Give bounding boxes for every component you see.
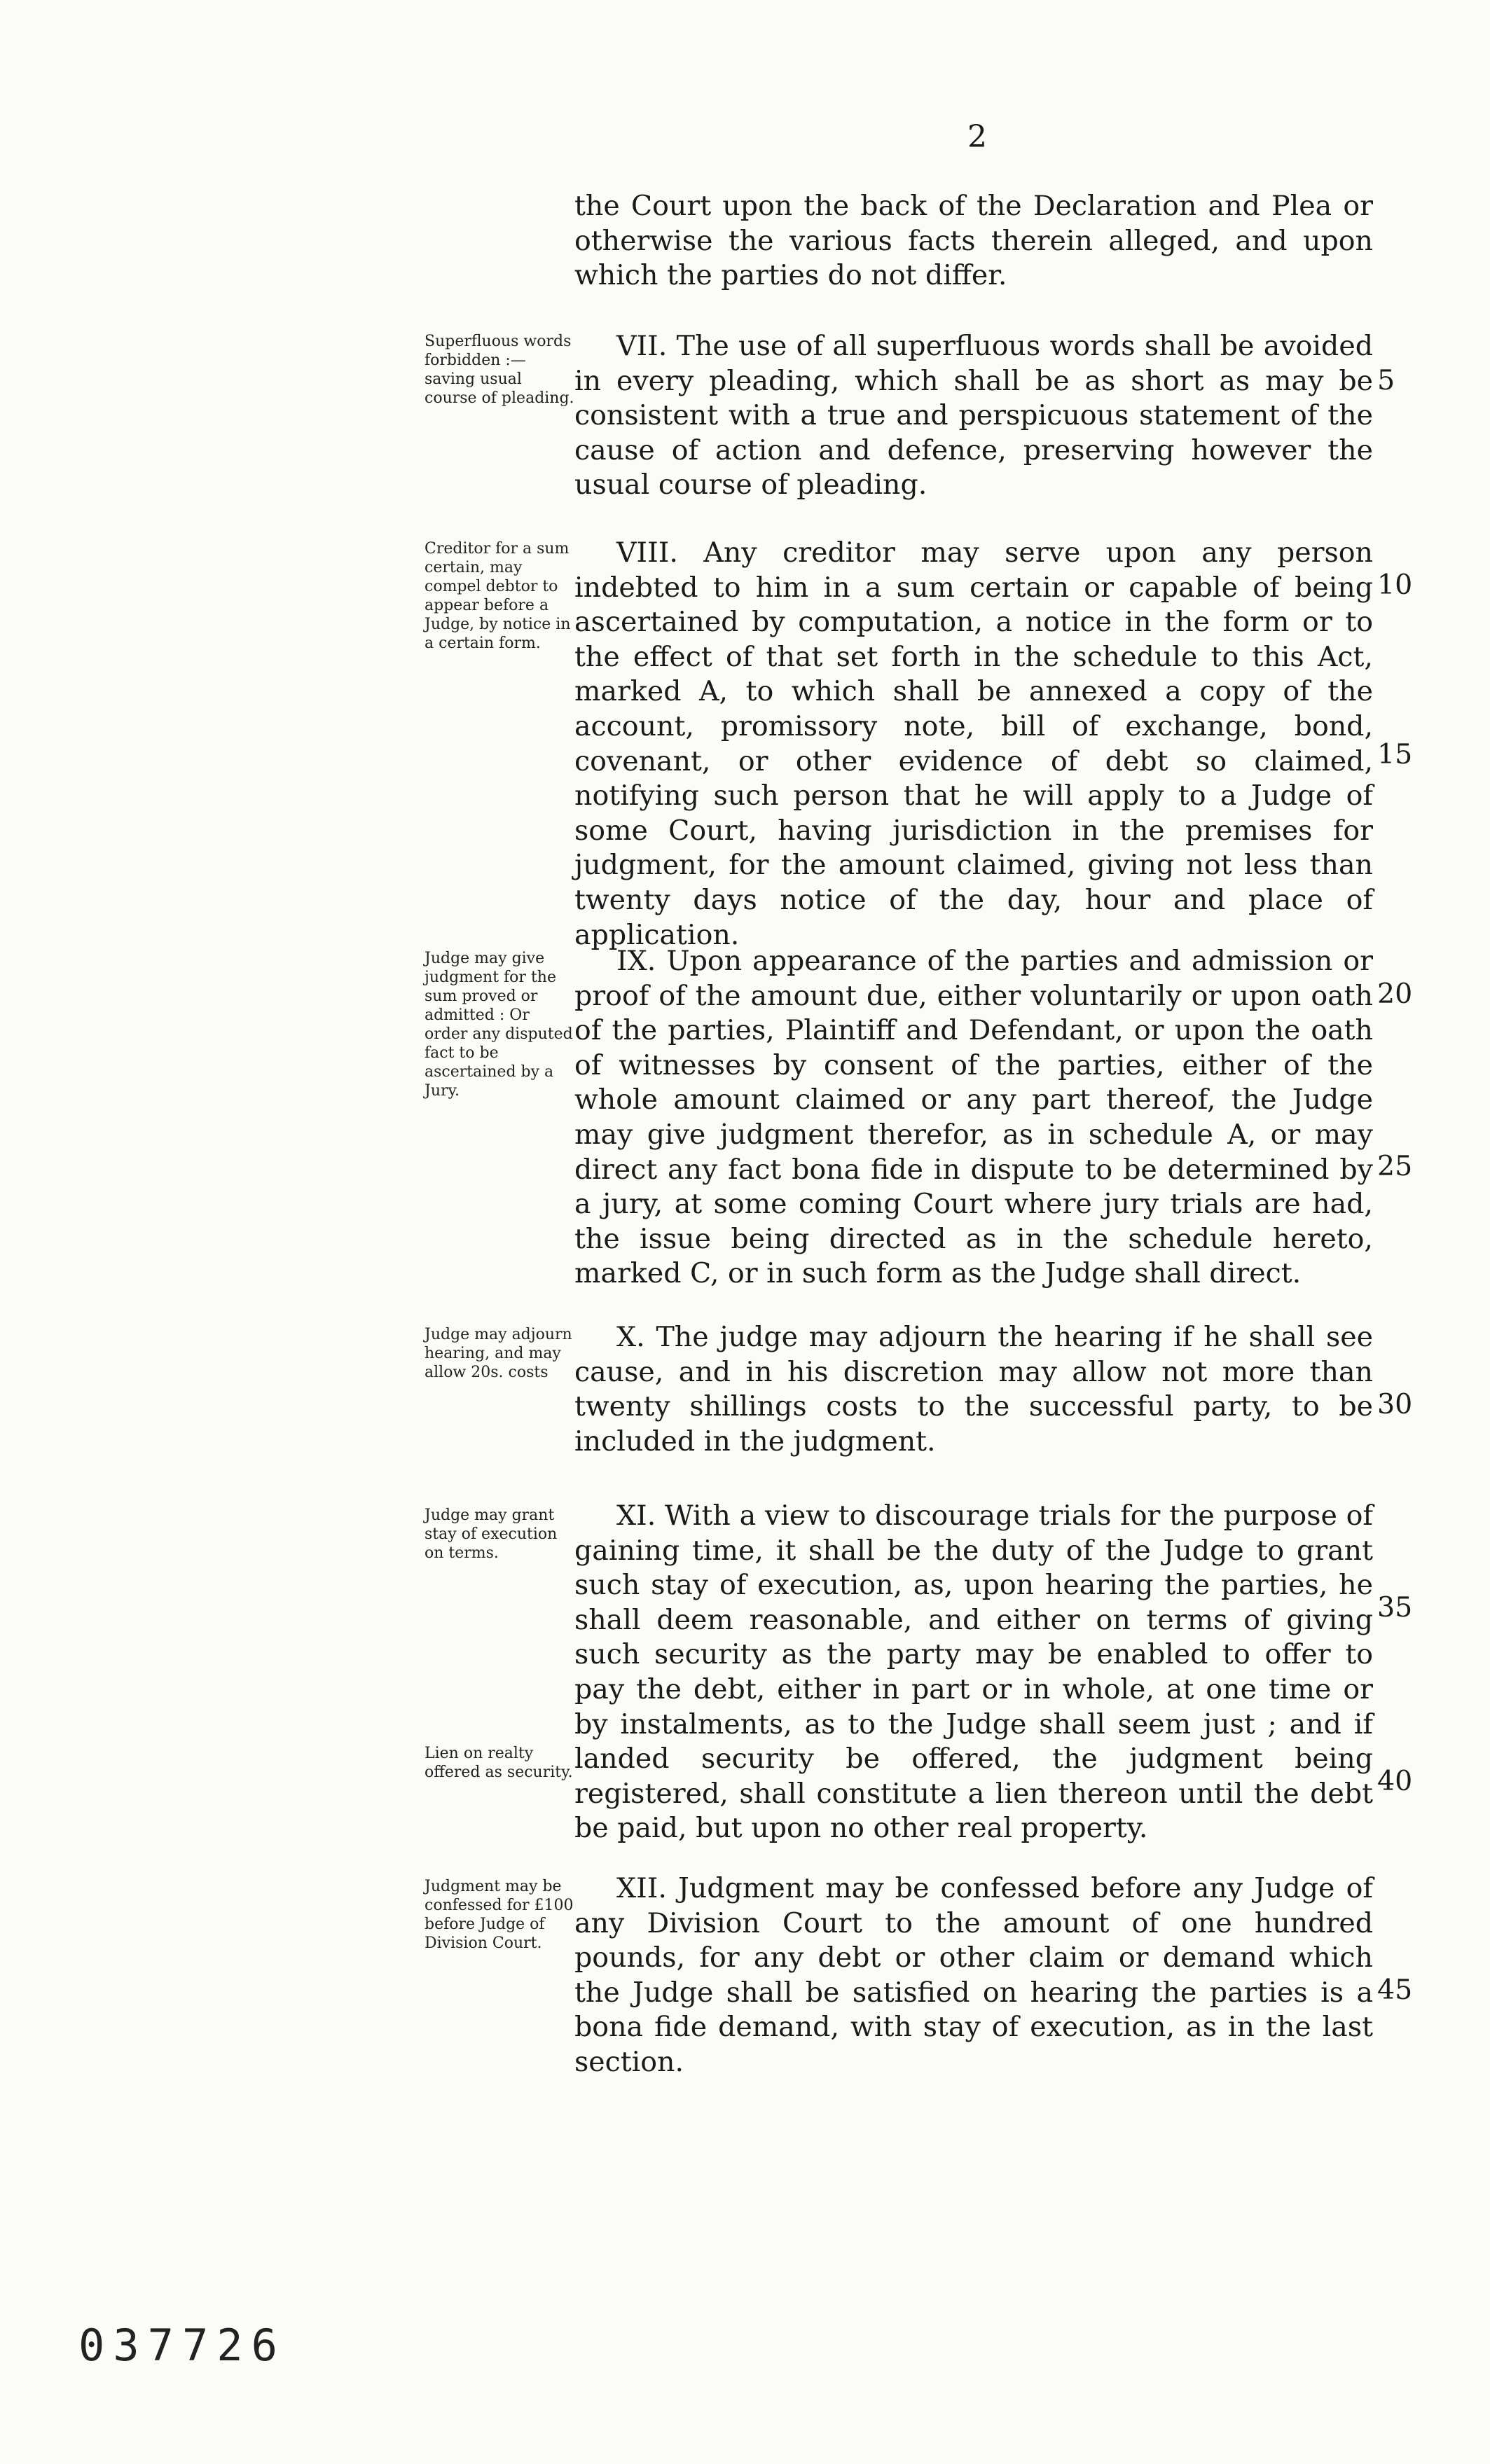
section-text: XI. With a view to discourage trials for the purpose of gaining time, it shall be the duty of the Judge to grant such stay of execution, as, upon hearing the parties, he shall deem reasonable, and either on terms of giving such security as the party may be enabled to offer to pay the debt, either in part or in whole, at one time or by instalments, as to the Judge shall seem just ; and if landed security be offered, the judgment being registered, shall constitute a lien thereon until the debt be paid, but upon no other real property. (574, 1500, 1373, 1845)
margin-note-ix: Judge may give judgment for the sum proved or admitted : Or order any disputed fact to be ascertained by a Jury. (425, 950, 573, 1100)
margin-note-viii: Creditor for a sum certain, may compel debtor to appear before a Judge, by notice in a certain form. (425, 540, 571, 652)
section-viii (574, 536, 1373, 953)
section-vii (574, 329, 1373, 503)
margin-note-xi: Judge may grant stay of execution on terms. (425, 1507, 558, 1562)
paragraph-continuation (574, 189, 1373, 293)
line-number: 45 (1377, 1974, 1413, 2006)
line-number: 40 (1377, 1765, 1413, 1797)
section-text: X. The judge may adjourn the hearing if he shall see cause, and in his discretion may allow not more than twenty shillings costs to the successful party, to be included in the judgment. (574, 1321, 1373, 1458)
margin-note-xi-lien: Lien on realty offered as security. (425, 1745, 573, 1781)
line-number: 25 (1377, 1150, 1413, 1182)
section-text: VIII. Any creditor may serve upon any person indebted to him in a sum certain or capable of being ascertained by computation, a notice in the form or to the effect of that set forth in the schedule to this Act, marked A, to which shall be annexed a copy of the account, promissory note, bill of exchange, bond, covenant, or other evidence of debt so claimed, notifying such person that he will apply to a Judge of some Court, having jurisdiction in the premises for judgment, for the amount claimed, giving not less than twenty days notice of the day, hour and place of application. (574, 537, 1373, 951)
line-number: 35 (1377, 1591, 1413, 1624)
section-text: XII. Judgment may be confessed before any Judge of any Division Court to the amount of one hundred pounds, for any debt or other claim or demand which the Judge shall be satisfied on hearing the parties is a bona fide demand, with stay of execution, as in the last section. (574, 1872, 1373, 2078)
line-number: 15 (1377, 738, 1413, 770)
section-xi (574, 1499, 1373, 1846)
margin-note-vii: Superfluous words forbidden :—saving usual course of pleading. (425, 333, 574, 407)
line-number: 30 (1377, 1388, 1413, 1420)
page-number: 2 (967, 119, 987, 155)
line-number: 5 (1377, 364, 1395, 396)
archive-stamp: 037726 (78, 2320, 286, 2371)
section-x (574, 1320, 1373, 1459)
margin-note-xii: Judgment may be confessed for £100 before Judge of Division Court. (425, 1878, 574, 1952)
section-ix (574, 944, 1373, 1292)
section-xii (574, 1871, 1373, 2080)
paragraph-text: the Court upon the back of the Declaration and Plea or otherwise the various facts therein alleged, and upon which the parties do not differ. (574, 190, 1373, 292)
line-number: 20 (1377, 978, 1413, 1010)
section-text: IX. Upon appearance of the parties and admission or proof of the amount due, either voluntarily or upon oath of the parties, Plaintiff and Defendant, or upon the oath of witnesses by consent of the parties, either of the whole amount claimed or any part thereof, the Judge may give judgment therefor, as in schedule A, or may direct any fact bona fide in dispute to be determined by a jury, at some coming Court where jury trials are had, the issue being directed as in the schedule hereto, marked C, or in such form as the Judge shall direct. (574, 945, 1373, 1290)
margin-note-x: Judge may adjourn hearing, and may allow 20s. costs (425, 1326, 572, 1381)
line-number: 10 (1377, 569, 1413, 601)
section-text: VII. The use of all superfluous words shall be avoided in every pleading, which shall be as short as may be consistent with a true and perspicuous statement of the cause of action and defence, preserving however the usual course of pleading. (574, 330, 1373, 501)
